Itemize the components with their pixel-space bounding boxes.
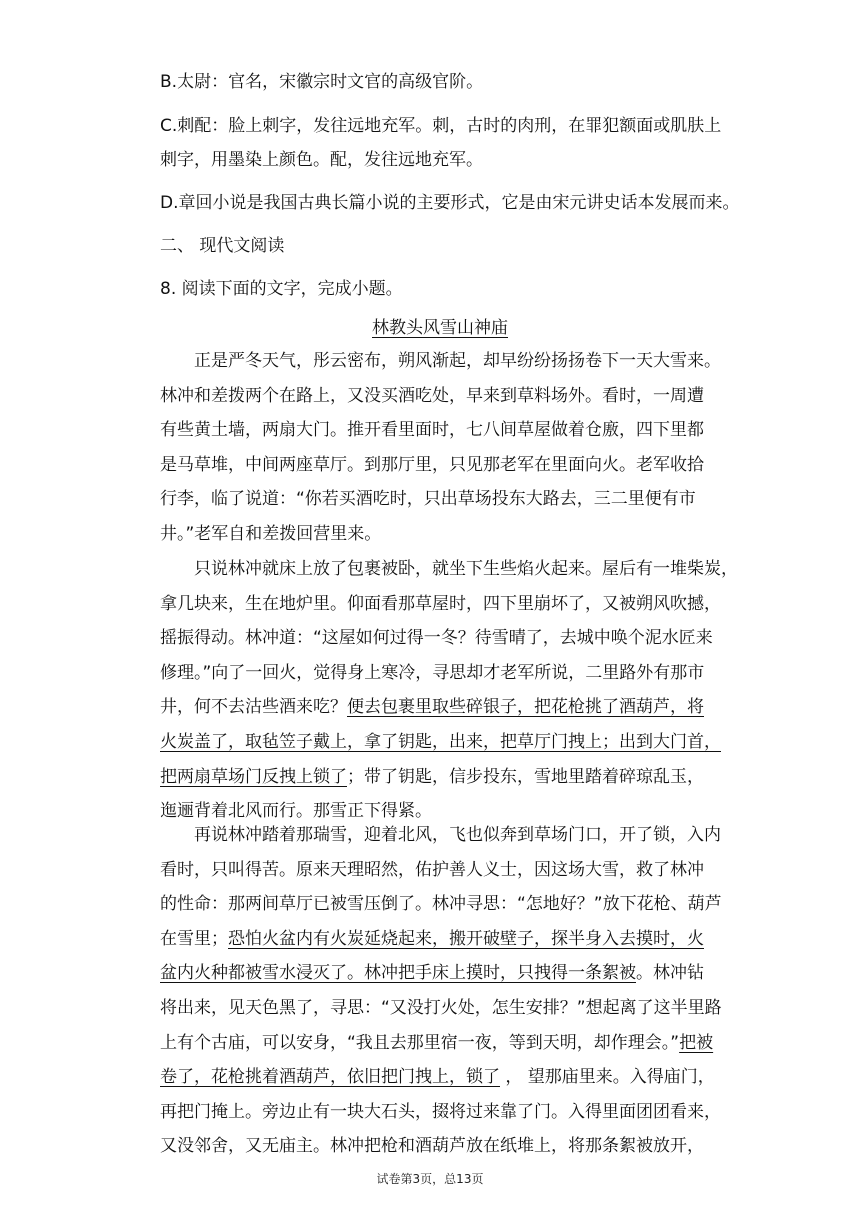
underlined-sentence: 卷了，花枪挑着酒葫芦，依旧把门拽上，锁了 <box>160 1067 500 1088</box>
passage-text: ；带了钥匙，信步投东，雪地里踏着碎琼乱玉， <box>347 766 704 787</box>
passage-text: 井，何不去沽些酒来吃？ <box>160 697 347 718</box>
section-heading: 二、 现代文阅读 <box>160 236 285 256</box>
passage-line: 看时，只叫得苦。原来天理昭然，佑护善人义士，因这场大雪，救了林冲 <box>160 859 704 880</box>
underlined-sentence: 把两扇草场门反拽上锁了 <box>160 766 347 787</box>
passage-text: 。林冲钻 <box>636 963 704 984</box>
passage-line: 林冲和差拨两个在路上，又没买酒吃处，早来到草料场外。看时，一周遭 <box>160 385 704 406</box>
passage-line: 正是严冬天气，彤云密布，朔风渐起，却早纷纷扬扬卷下一天大雪来。 <box>194 351 721 371</box>
passage-text: 上有个古庙，可以安身，“我且去那里宿一夜，等到天明，却作理会。” <box>160 1032 680 1053</box>
passage-paragraph-2 <box>160 552 740 829</box>
passage-line <box>160 760 740 795</box>
underlined-sentence: 火炭盖了，取毡笠子戴上，拿了钥匙，出来，把草厅门拽上；出到大门首， <box>160 731 721 752</box>
passage-line: 摇振得动。林冲道：“这屋如何过得一冬？待雪晴了，去城中唤个泥水匠来 <box>160 628 713 649</box>
passage-paragraph-1 <box>160 344 740 552</box>
passage-line: 是马草堆，中间两座草厅。到那厅里，只见那老军在里面向火。老军收拾 <box>160 454 704 475</box>
passage-line: 有些黄土墙，两扇大门。推开看里面时，七八间草屋做着仓廒，四下里都 <box>160 420 704 441</box>
passage-line: 又没邻舍，又无庙主。林冲把枪和酒葫芦放在纸堆上，将那条絮被放开， <box>160 1136 704 1157</box>
passage-line: 迤逦背着北风而行。那雪正下得紧。 <box>160 801 432 822</box>
passage-line: 修理。”向了一回火，觉得身上寒冷，寻思却才老军所说，二里路外有那市 <box>160 662 705 683</box>
option-d: D.章回小说是我国古典长篇小说的主要形式，它是由宋元讲史话本发展而来。 <box>160 193 740 213</box>
passage-line <box>160 922 740 957</box>
passage-line <box>160 1026 740 1061</box>
passage-title: 林教头风雪山神庙 <box>372 318 508 338</box>
passage-line: 只说林冲就床上放了包裹被卧，就坐下生些焰火起来。屋后有一堆柴炭， <box>194 559 738 579</box>
underlined-sentence: 把被 <box>679 1032 714 1053</box>
passage-line: 行李，临了说道：“你若买酒吃时，只出草场投东大路去，三二里便有市 <box>160 489 696 510</box>
option-b: B.太尉：官名，宋徽宗时文官的高级官阶。 <box>160 72 484 92</box>
underlined-sentence: 恐怕火盆内有火炭延烧起来，搬开破壁子，探半身入去摸时，火 <box>228 928 704 949</box>
underlined-sentence: 便去包裹里取些碎银子，把花枪挑了酒葫芦，将 <box>347 697 704 718</box>
passage-line <box>160 725 740 760</box>
passage-text: ， 望那庙里来。入得庙门， <box>500 1067 715 1088</box>
underlined-sentence: 盆内火种都被雪水浸灭了。林冲把手床上摸时，只拽得一条絮被 <box>160 963 636 984</box>
passage-paragraph-3 <box>160 818 740 1164</box>
passage-line: 井。”老军自和差拨回营里来。 <box>160 523 382 544</box>
passage-line: 拿几块来，生在地炉里。仰面看那草屋时，四下里崩坏了，又被朔风吹撼， <box>160 593 721 614</box>
passage-line <box>160 956 740 991</box>
passage-line <box>160 1060 740 1095</box>
passage-line: 将出来，见天色黑了，寻思：“又没打火处，怎生安排？”想起离了这半里路 <box>160 997 722 1018</box>
question-stem: 8. 阅读下面的文字，完成小题。 <box>160 279 403 299</box>
passage-text: 在雪里； <box>160 928 228 949</box>
passage-line: 的性命：那两间草厅已被雪压倒了。林冲寻思：“怎地好？”放下花枪、葫芦 <box>160 894 722 915</box>
passage-line: 再把门掩上。旁边止有一块大石头，掇将过来靠了门。入得里面团团看来， <box>160 1101 721 1122</box>
option-c-line1: C.刺配：脸上刺字，发往远地充军。刺，古时的肉刑，在罪犯额面或肌肤上 <box>160 116 722 136</box>
page-footer: 试卷第3页，总13页 <box>376 1172 484 1186</box>
passage-line <box>160 690 740 725</box>
passage-line: 再说林冲踏着那瑞雪，迎着北风，飞也似奔到草场门口，开了锁，入内 <box>194 825 721 845</box>
option-c-line2: 刺字，用墨染上颜色。配，发往远地充军。 <box>160 150 483 170</box>
